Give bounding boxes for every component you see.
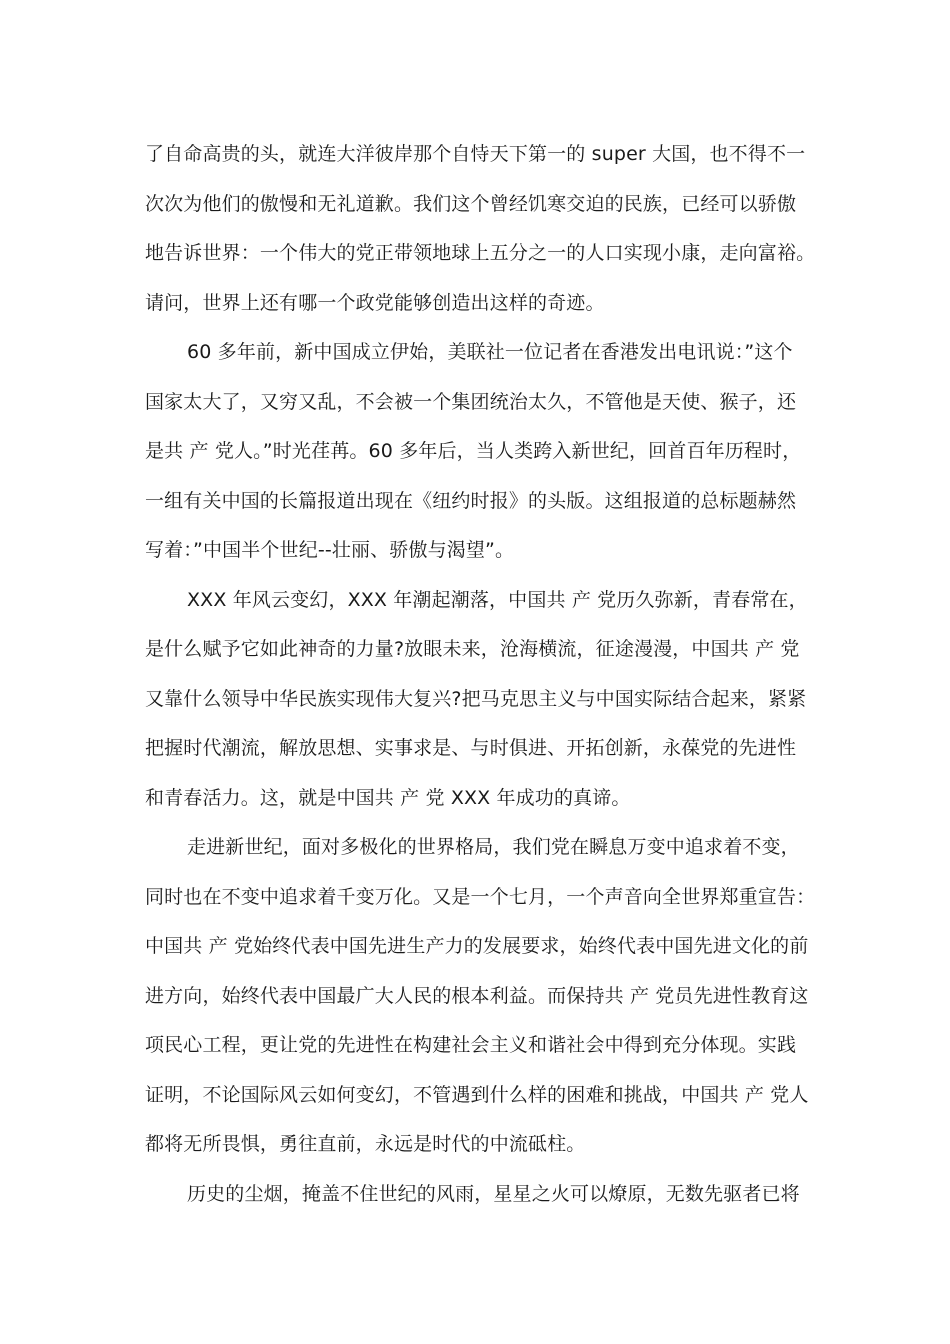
text-line: 证明，不论国际风云如何变幻，不管遇到什么样的困难和挑战，中国共 产 党人 bbox=[145, 1083, 809, 1106]
text-line: 中国共 产 党始终代表中国先进生产力的发展要求，始终代表中国先进文化的前 bbox=[145, 935, 809, 957]
text-line: 项民心工程，更让党的先进性在构建社会主义和谐社会中得到充分体现。实践 bbox=[145, 1034, 797, 1056]
text-line: 把握时代潮流，解放思想、实事求是、与时俱进、开拓创新，永葆党的先进性 bbox=[145, 737, 797, 759]
text-line: 次次为他们的傲慢和无礼道歉。我们这个曾经饥寒交迫的民族，已经可以骄傲 bbox=[145, 192, 797, 215]
text-line: 同时也在不变中追求着千变万化。又是一个七月，一个声音向全世界郑重宣告： bbox=[145, 885, 815, 908]
text-line: 了自命高贵的头，就连大洋彼岸那个自恃天下第一的 super 大国，也不得不一 bbox=[145, 143, 806, 165]
text-line: 是共 产 党人。”时光荏苒。60 多年后，当人类跨入新世纪，回首百年历程时， bbox=[145, 440, 802, 462]
text-line: 走进新世纪，面对多极化的世界格局，我们党在瞬息万变中追求着不变， bbox=[187, 836, 800, 858]
document-body bbox=[145, 130, 815, 1219]
text-line: 又靠什么领导中华民族实现伟大复兴?把马克思主义与中国实际结合起来，紧紧 bbox=[145, 687, 807, 710]
paragraph bbox=[145, 823, 815, 1170]
paragraph bbox=[145, 130, 815, 328]
text-line: 写着：”中国半个世纪--壮丽、骄傲与渴望”。 bbox=[145, 539, 515, 561]
text-line: 一组有关中国的长篇报道出现在《纽约时报》的头版。这组报道的总标题赫然 bbox=[145, 489, 797, 512]
text-line: 和青春活力。这，就是中国共 产 党 XXX 年成功的真谛。 bbox=[145, 786, 631, 809]
paragraph bbox=[145, 328, 815, 576]
text-line: 历史的尘烟，掩盖不住世纪的风雨，星星之火可以燎原，无数先驱者已将 bbox=[187, 1182, 800, 1205]
text-line: 60 多年前，新中国成立伊始，美联社一位记者在香港发出电讯说：”这个 bbox=[187, 341, 793, 363]
paragraph bbox=[145, 1170, 815, 1220]
text-line: 地告诉世界：一个伟大的党正带领地球上五分之一的人口实现小康，走向富裕。 bbox=[145, 242, 815, 264]
text-line: 进方向，始终代表中国最广大人民的根本利益。而保持共 产 党员先进性教育这 bbox=[145, 984, 809, 1007]
text-line: 都将无所畏惧，勇往直前，永远是时代的中流砥柱。 bbox=[145, 1133, 586, 1155]
text-line: 是什么赋予它如此神奇的力量?放眼未来，沧海横流，征途漫漫，中国共 产 党 bbox=[145, 638, 800, 660]
text-line: 国家太大了，又穷又乱，不会被一个集团统治太久，不管他是天使、猴子，还 bbox=[145, 390, 797, 413]
text-line: XXX 年风云变幻，XXX 年潮起潮落，中国共 产 党历久弥新，青春常在， bbox=[187, 588, 808, 611]
paragraph bbox=[145, 576, 815, 824]
text-line: 请问，世界上还有哪一个政党能够创造出这样的奇迹。 bbox=[145, 291, 605, 314]
